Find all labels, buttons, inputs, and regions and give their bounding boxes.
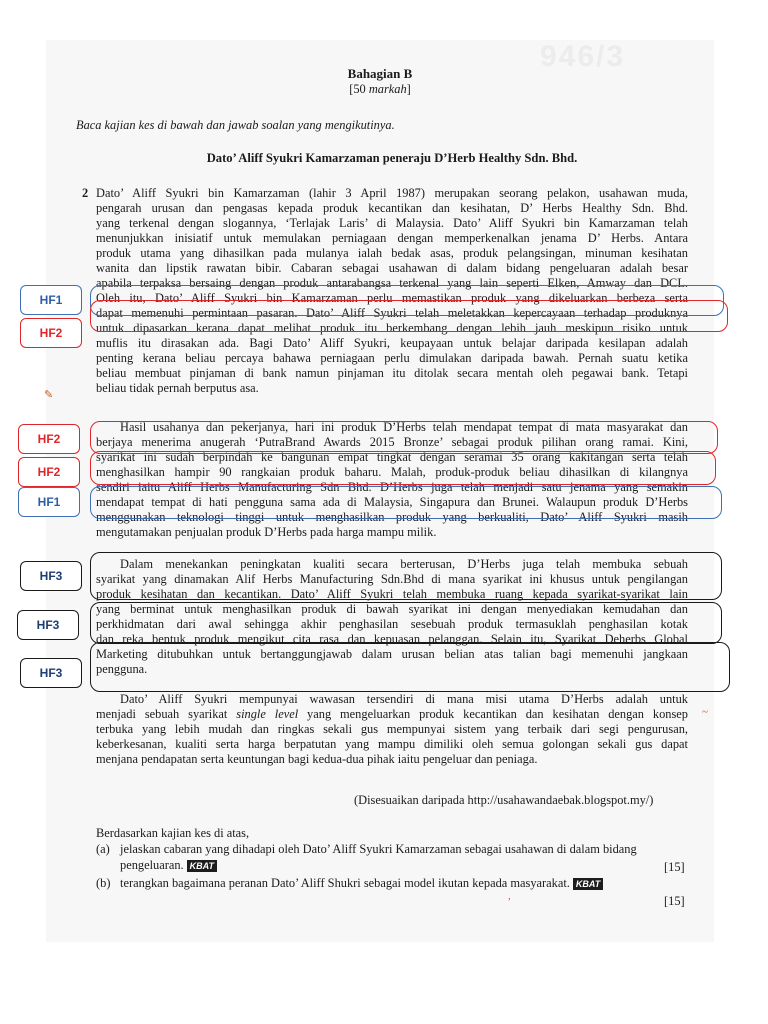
text-line: penting kerana beliau percaya bahawa perniagaan perlu dimulakan daripada bawah. Pernah suatu ketika: [96, 351, 688, 365]
paragraph-4: [96, 692, 688, 767]
hf2-label: HF2: [20, 318, 82, 348]
paragraph-3: [96, 557, 688, 677]
hf2-label: HF2: [18, 457, 80, 487]
paragraph-1: [96, 186, 688, 396]
text-line: pengguna.: [96, 662, 148, 676]
text-line: beliau tidak pernah berputus asa.: [96, 381, 259, 395]
text-line: mengutamakan penjualan produk D’Herbs pada harga mampu milik.: [96, 525, 437, 539]
hf3-label: HF3: [17, 610, 79, 640]
text-line: menunjukkan inisiatif untuk memulakan perniagaan dengan memperkenalkan jenama D’ Herbs. Antara: [96, 231, 688, 245]
questions-intro: Berdasarkan kajian kes di atas,: [96, 826, 250, 840]
case-study-title: Dato’ Aliff Syukri Kamarzaman peneraju D’Herb Healthy Sdn. Bhd.: [206, 151, 578, 165]
text-line: Marketing ditubuhkan untuk bertanggungjawab dalam urusan belian atas talian bagi memenuhi jangkaan: [96, 647, 688, 661]
text-line: mendapat tempat di hati pengguna sama ada di Malaysia, Singapura dan Brunei. Walaupun produk D’Herbs: [96, 495, 688, 509]
hf1-label: HF1: [18, 487, 80, 517]
question-a-line2: pengeluaran. KBAT: [120, 858, 217, 873]
text-line: untuk dipasarkan kerana dapat melihat produk itu berkembang dengan lebih jauh meskipun risiko untuk: [96, 321, 688, 335]
question-a-label: (a): [96, 842, 110, 856]
text-line: syarikat ini sudah berpindah ke bangunan empat tingkat dengan seramai 35 orang kakitangan serta telah: [96, 450, 688, 464]
text-line: apabila terpaksa bersaing dengan produk antarabangsa terkenal yang lain seperti Elken, Amway dan DCL.: [96, 276, 688, 290]
text-line: yang berminat untuk menghasilkan produk di bawah syarikat ini dengan menyediakan kemudahan dan: [96, 602, 688, 616]
text-line: dan reka bentuk produk mengikut cita rasa dan kepuasan pelanggan. Selain itu, Syarikat Deherbs Global: [96, 632, 688, 646]
text-line: syarikat yang dinamakan Alif Herbs Manufacturing Sdn.Bhd di mana syarikat ini khusus untuk pengilangan: [96, 572, 688, 586]
text-line: yang terkenal dengan slogannya, ‘Terlajak Laris’ di Malaysia. Dato’ Aliff Syukri bin Kamarzaman telah: [96, 216, 688, 230]
text-line: menjana pendapatan serta keuntungan bagi kedua-dua pihak iaitu pengeluar dan peniaga.: [96, 752, 538, 766]
text-line: sendiri iaitu Aliff Herbs Manufacturing Sdn Bhd. D’Herbs juga telah menjadi satu jenama yang semakin: [96, 480, 688, 494]
question-number: 2: [82, 186, 89, 200]
text-line: Hasil usahanya dan pekerjanya, hari ini produk D’Herbs telah mendapat tempat di mata masyarakat dan: [120, 420, 688, 434]
text-line: perkhidmatan dari awal sehingga akhir penghasilan sesebuah produk termasuklah penghasilan kotak: [96, 617, 688, 631]
section-title: Bahagian B: [347, 66, 413, 81]
question-b-label: (b): [96, 876, 111, 890]
bleed-through-text: 946/3: [540, 40, 626, 73]
question-b-marks: [15]: [664, 894, 685, 908]
question-a-line1: jelaskan cabaran yang dihadapi oleh Dato’ Aliff Syukri Kamarzaman sebagai usahawan di dalam bidang: [120, 842, 637, 856]
text-line: pengarah urusan dan pengasas kepada produk kecantikan dan kesihatan, D’ Herbs Healthy Sdn. Bhd.: [96, 201, 688, 215]
text-line: dapat memenuhi permintaan pasaran. Dato’ Aliff Syukri telah meletakkan kepercayaan terhadap produknya: [96, 306, 688, 320]
kbat-badge: KBAT: [187, 860, 217, 872]
text-line: berjaya menerima anugerah ‘PutraBrand Awards 2015 Bronze’ sebagai produk pilihan orang ramai. Kini,: [96, 435, 688, 449]
text-line: menggunakan teknologi tinggi untuk menghasilkan produk yang berkualiti, Dato’ Aliff Syukri masih: [96, 510, 688, 524]
source-citation: (Disesuaikan daripada http://usahawandaebak.blogspot.my/): [354, 793, 654, 807]
text-line: terbuka yang lebih mudah dan ringkas sekali gus mempunyai sistem yang terbaik dari segi pengurusan,: [96, 722, 688, 736]
section-marks: [50 markah]: [349, 82, 411, 96]
text-line: menjadi sebuah syarikat single level yang mengeluarkan produk kecantikan dan kesihatan dengan konsep: [96, 707, 688, 721]
question-b-text: terangkan bagaimana peranan Dato’ Aliff Shukri sebagai model ikutan kepada masyarakat. KBAT: [120, 876, 603, 891]
kbat-badge: KBAT: [573, 878, 603, 890]
text-line: Dato’ Aliff Syukri bin Kamarzaman (lahir 3 April 1987) merupakan seorang pelakon, usahawan muda,: [96, 186, 688, 200]
pen-mark: ~: [702, 706, 708, 718]
text-line: produk utama yang dihasilkan pada mulanya ialah bedak asas, produk pelangsingan, minuman kesihatan: [96, 246, 688, 260]
text-line: wanita dan lipstik rawatan bibir. Cabaran sebagai usahawan di dalam bidang pengeluaran adalah besar: [96, 261, 688, 275]
pen-mark: ✎: [44, 389, 54, 401]
text-line: Dato’ Aliff Syukri mempunyai wawasan tersendiri di mana misi utama D’Herbs adalah untuk: [120, 692, 688, 706]
text-line: menghasilkan hampir 90 rangkaian produk baharu. Malah, produk-produk beliau dihasilkan di kilangnya: [96, 465, 688, 479]
instruction-text: Baca kajian kes di bawah dan jawab soalan yang mengikutinya.: [76, 118, 395, 132]
paragraph-2: [96, 420, 688, 540]
text-line: Oleh itu, Dato’ Aliff Syukri bin Kamarzaman perlu memastikan produk yang dikeluarkan berbeza serta: [96, 291, 688, 305]
hf2-label: HF2: [18, 424, 80, 454]
text-line: keberkesanan, kualiti serta harga berpatutan yang mampu dimiliki oleh semua golongan sekali gus dapat: [96, 737, 688, 751]
text-line: produk kesihatan dan kecantikan. Dato’ Aliff Syukri telah membuka ruang kepada syarikat-syarikat lain: [96, 587, 688, 601]
text-line: muflis itu dirasakan ada. Bagi Dato’ Aliff Syukri, keupayaan untuk belajar daripada kesilapan adalah: [96, 336, 688, 350]
question-a-marks: [15]: [664, 860, 685, 874]
hf3-label: HF3: [20, 561, 82, 591]
text-line: Dalam menekankan peningkatan kualiti secara berterusan, D’Herbs juga telah membuka sebuah: [120, 557, 688, 571]
hf3-label: HF3: [20, 658, 82, 688]
hf1-label: HF1: [20, 285, 82, 315]
text-line: beliau membuat pinjaman di bank namun pinjaman itu ditolak secara mentah oleh pegawai bank. Tetapi: [96, 366, 688, 380]
pen-mark: ,: [508, 890, 511, 902]
